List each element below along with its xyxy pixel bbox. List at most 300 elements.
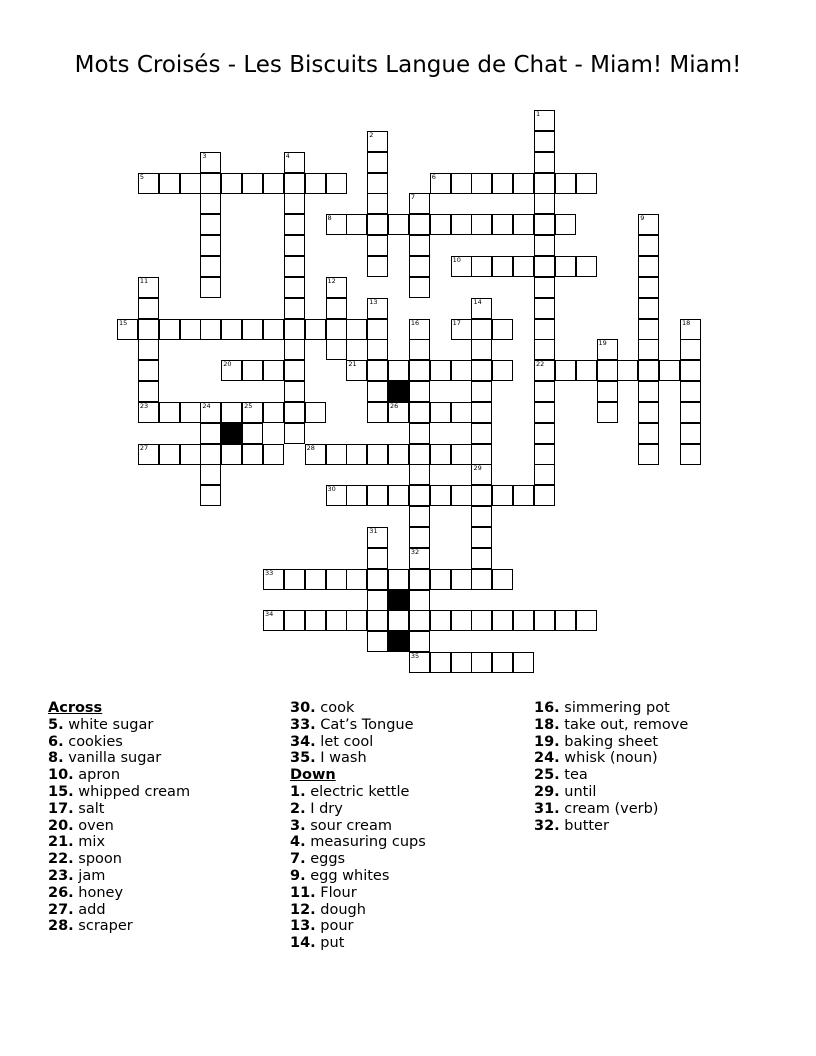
grid-cell[interactable]	[388, 402, 409, 423]
grid-cell[interactable]	[638, 235, 659, 256]
grid-cell[interactable]	[242, 444, 263, 465]
grid-cell[interactable]	[200, 402, 221, 423]
clue-number: 25	[244, 401, 253, 410]
grid-cell[interactable]	[263, 173, 284, 194]
grid-cell[interactable]	[200, 485, 221, 506]
grid-cell[interactable]	[138, 402, 159, 423]
grid-cell[interactable]	[680, 360, 701, 381]
grid-cell[interactable]	[284, 193, 305, 214]
grid-cell[interactable]	[388, 569, 409, 590]
grid-cell[interactable]	[492, 485, 513, 506]
grid-cell[interactable]	[409, 506, 430, 527]
grid-cell[interactable]	[367, 193, 388, 214]
grid-cell[interactable]	[159, 402, 180, 423]
grid-cell[interactable]	[513, 652, 534, 673]
grid-cell[interactable]	[555, 214, 576, 235]
grid-cell[interactable]	[659, 360, 680, 381]
grid-cell[interactable]	[597, 360, 618, 381]
grid-cell[interactable]	[492, 652, 513, 673]
grid-cell[interactable]	[471, 402, 492, 423]
grid-cell[interactable]	[221, 173, 242, 194]
grid-cell[interactable]	[555, 360, 576, 381]
grid-cell[interactable]	[305, 319, 326, 340]
grid-cell[interactable]	[617, 360, 638, 381]
grid-cell[interactable]	[242, 423, 263, 444]
clue-item	[290, 851, 426, 868]
grid-cell[interactable]	[409, 319, 430, 340]
clue-item-number: 4.	[290, 834, 306, 851]
grid-cell[interactable]	[284, 235, 305, 256]
clue-item-text: baking sheet	[559, 733, 659, 750]
clue-item-text: vanilla sugar	[63, 750, 162, 767]
grid-cell[interactable]	[326, 444, 347, 465]
grid-cell[interactable]	[492, 256, 513, 277]
grid-cell[interactable]	[138, 444, 159, 465]
grid-cell[interactable]	[159, 319, 180, 340]
grid-cell[interactable]	[409, 631, 430, 652]
clue-item-number: 7.	[290, 851, 306, 868]
grid-cell[interactable]	[555, 256, 576, 277]
grid-cell[interactable]	[284, 381, 305, 402]
grid-cell[interactable]	[200, 464, 221, 485]
clue-item-number: 11.	[290, 884, 316, 901]
grid-cell[interactable]	[159, 173, 180, 194]
grid-cell[interactable]	[409, 652, 430, 673]
grid-cell[interactable]	[263, 402, 284, 423]
grid-cell[interactable]	[409, 485, 430, 506]
grid-cell[interactable]	[576, 360, 597, 381]
grid-cell[interactable]	[534, 173, 555, 194]
clue-item	[48, 868, 190, 885]
grid-cell[interactable]	[263, 569, 284, 590]
grid-cell[interactable]	[138, 298, 159, 319]
grid-cell[interactable]	[242, 360, 263, 381]
clue-number: 15	[119, 318, 128, 327]
clue-item	[48, 717, 190, 734]
grid-cell[interactable]	[534, 131, 555, 152]
grid-cell[interactable]	[534, 610, 555, 631]
grid-cell[interactable]	[367, 548, 388, 569]
grid-cell[interactable]	[451, 360, 472, 381]
grid-cell[interactable]	[367, 235, 388, 256]
grid-cell[interactable]	[471, 214, 492, 235]
grid-cell[interactable]	[200, 235, 221, 256]
clue-item-number: 28.	[48, 918, 74, 935]
grid-cell[interactable]	[180, 173, 201, 194]
grid-cell[interactable]	[284, 339, 305, 360]
grid-cell[interactable]	[263, 319, 284, 340]
grid-cell[interactable]	[471, 610, 492, 631]
grid-cell[interactable]	[471, 652, 492, 673]
grid-cell[interactable]	[451, 319, 472, 340]
grid-cell[interactable]	[367, 214, 388, 235]
grid-cell[interactable]	[409, 590, 430, 611]
grid-cell[interactable]	[451, 214, 472, 235]
grid-cell[interactable]	[367, 339, 388, 360]
clue-item	[48, 801, 190, 818]
grid-cell[interactable]	[430, 402, 451, 423]
clue-item	[48, 784, 190, 801]
grid-cell[interactable]	[534, 110, 555, 131]
clue-item	[534, 717, 688, 734]
grid-cell[interactable]	[680, 423, 701, 444]
grid-cell[interactable]	[305, 569, 326, 590]
clue-number: 33	[264, 568, 274, 577]
grid-cell[interactable]	[576, 256, 597, 277]
grid-cell[interactable]	[367, 485, 388, 506]
clue-item-text: oven	[73, 817, 114, 834]
grid-cell[interactable]	[409, 548, 430, 569]
grid-cell[interactable]	[451, 173, 472, 194]
clue-number: 20	[223, 360, 232, 369]
grid-cell[interactable]	[326, 339, 347, 360]
grid-cell[interactable]	[284, 402, 305, 423]
grid-cell[interactable]	[388, 444, 409, 465]
grid-cell[interactable]	[305, 610, 326, 631]
grid-cell[interactable]	[471, 485, 492, 506]
grid-cell[interactable]	[534, 193, 555, 214]
grid-cell[interactable]	[305, 444, 326, 465]
grid-cell[interactable]	[284, 214, 305, 235]
grid-cell[interactable]	[492, 214, 513, 235]
grid-cell[interactable]	[471, 464, 492, 485]
clue-item-number: 14.	[290, 935, 316, 952]
clue-item-text: take out, remove	[559, 716, 689, 733]
grid-cell[interactable]	[430, 214, 451, 235]
grid-cell[interactable]	[305, 402, 326, 423]
grid-cell[interactable]	[346, 360, 367, 381]
grid-cell[interactable]	[471, 506, 492, 527]
grid-cell[interactable]	[492, 360, 513, 381]
clue-item-number: 13.	[290, 918, 316, 935]
grid-cell[interactable]	[638, 360, 659, 381]
grid-cell[interactable]	[638, 339, 659, 360]
grid-cell[interactable]	[180, 444, 201, 465]
grid-cell[interactable]	[346, 610, 367, 631]
grid-cell[interactable]	[221, 319, 242, 340]
grid-cell[interactable]	[180, 402, 201, 423]
grid-cell[interactable]	[326, 485, 347, 506]
grid-cell[interactable]	[513, 256, 534, 277]
clue-number: 16	[410, 318, 420, 327]
grid-cell[interactable]	[471, 256, 492, 277]
grid-cell[interactable]	[409, 256, 430, 277]
grid-cell[interactable]	[451, 569, 472, 590]
clue-item	[48, 767, 190, 784]
grid-cell[interactable]	[471, 298, 492, 319]
grid-cell[interactable]	[200, 423, 221, 444]
grid-cell[interactable]	[367, 381, 388, 402]
grid-cell[interactable]	[284, 277, 305, 298]
grid-cell[interactable]	[513, 173, 534, 194]
grid-cell[interactable]	[576, 173, 597, 194]
grid-cell[interactable]	[409, 381, 430, 402]
clue-item-number: 23.	[48, 867, 74, 884]
clue-item-number: 18.	[534, 716, 560, 733]
grid-cell[interactable]	[326, 298, 347, 319]
grid-cell[interactable]	[388, 360, 409, 381]
grid-cell[interactable]	[367, 152, 388, 173]
grid-cell[interactable]	[346, 485, 367, 506]
grid-cell[interactable]	[409, 444, 430, 465]
grid-cell[interactable]	[326, 610, 347, 631]
grid-cell[interactable]	[346, 444, 367, 465]
grid-cell[interactable]	[451, 402, 472, 423]
grid-cell[interactable]	[388, 214, 409, 235]
grid-cell[interactable]	[159, 444, 180, 465]
grid-cell[interactable]	[451, 652, 472, 673]
grid-cell[interactable]	[138, 173, 159, 194]
grid-cell[interactable]	[471, 381, 492, 402]
grid-cell[interactable]	[451, 256, 472, 277]
grid-cell[interactable]	[638, 423, 659, 444]
clue-item	[290, 818, 426, 835]
grid-cell[interactable]	[284, 319, 305, 340]
clue-item-text: Flour	[315, 884, 357, 901]
grid-cell[interactable]	[326, 569, 347, 590]
clue-column-2	[290, 700, 426, 952]
grid-cell[interactable]	[471, 548, 492, 569]
grid-cell[interactable]	[284, 256, 305, 277]
grid-cell[interactable]	[200, 152, 221, 173]
clue-number: 23	[139, 401, 149, 410]
grid-cell[interactable]	[221, 360, 242, 381]
grid-cell[interactable]	[534, 152, 555, 173]
clue-item-number: 15.	[48, 783, 74, 800]
grid-cell[interactable]	[326, 214, 347, 235]
grid-cell[interactable]	[534, 339, 555, 360]
grid-cell[interactable]	[534, 319, 555, 340]
grid-cell[interactable]	[638, 319, 659, 340]
grid-cell[interactable]	[367, 590, 388, 611]
clue-item	[534, 700, 688, 717]
grid-cell[interactable]	[471, 360, 492, 381]
clue-item-text: until	[559, 783, 597, 800]
grid-cell[interactable]	[638, 298, 659, 319]
grid-cell[interactable]	[200, 444, 221, 465]
grid-cell[interactable]	[367, 569, 388, 590]
grid-cell[interactable]	[513, 214, 534, 235]
grid-cell[interactable]	[638, 256, 659, 277]
grid-cell[interactable]	[409, 610, 430, 631]
grid-cell[interactable]	[534, 235, 555, 256]
grid-cell[interactable]	[346, 569, 367, 590]
grid-cell[interactable]	[242, 173, 263, 194]
grid-cell[interactable]	[680, 339, 701, 360]
grid-cell[interactable]	[284, 610, 305, 631]
grid-cell[interactable]	[409, 464, 430, 485]
clue-item-number: 32.	[534, 817, 560, 834]
grid-cell[interactable]	[263, 444, 284, 465]
grid-cell[interactable]	[451, 610, 472, 631]
grid-cell[interactable]	[534, 214, 555, 235]
grid-cell[interactable]	[367, 527, 388, 548]
grid-cell[interactable]	[138, 339, 159, 360]
grid-cell[interactable]	[409, 423, 430, 444]
grid-cell[interactable]	[638, 381, 659, 402]
grid-cell[interactable]	[576, 610, 597, 631]
clue-item	[290, 717, 426, 734]
grid-cell[interactable]	[430, 173, 451, 194]
grid-cell[interactable]	[534, 381, 555, 402]
grid-cell[interactable]	[284, 152, 305, 173]
clue-item-text: I wash	[315, 750, 367, 767]
grid-cell[interactable]	[180, 319, 201, 340]
grid-cell[interactable]	[597, 381, 618, 402]
grid-cell[interactable]	[555, 610, 576, 631]
grid-cell[interactable]	[367, 360, 388, 381]
grid-cell[interactable]	[492, 319, 513, 340]
grid-cell[interactable]	[326, 173, 347, 194]
grid-cell[interactable]	[263, 360, 284, 381]
grid-cell[interactable]	[534, 444, 555, 465]
grid-cell[interactable]	[680, 444, 701, 465]
grid-cell[interactable]	[430, 652, 451, 673]
clue-item-text: measuring cups	[305, 834, 426, 851]
grid-cell[interactable]	[680, 319, 701, 340]
clue-number: 8	[327, 214, 332, 223]
grid-cell[interactable]	[597, 402, 618, 423]
clue-item	[534, 734, 688, 751]
grid-cell[interactable]	[471, 423, 492, 444]
grid-cell[interactable]	[305, 173, 326, 194]
grid-cell[interactable]	[513, 485, 534, 506]
clue-item-text: whipped cream	[73, 783, 191, 800]
grid-cell[interactable]	[200, 256, 221, 277]
grid-cell[interactable]	[284, 173, 305, 194]
grid-cell[interactable]	[534, 256, 555, 277]
grid-cell[interactable]	[367, 298, 388, 319]
grid-cell[interactable]	[200, 193, 221, 214]
grid-cell[interactable]	[471, 527, 492, 548]
grid-cell[interactable]	[284, 423, 305, 444]
grid-cell[interactable]	[367, 631, 388, 652]
grid-cell[interactable]	[430, 360, 451, 381]
grid-cell[interactable]	[471, 173, 492, 194]
grid-cell[interactable]	[409, 235, 430, 256]
grid-cell[interactable]	[284, 298, 305, 319]
grid-cell[interactable]	[367, 319, 388, 340]
clue-item-number: 27.	[48, 901, 74, 918]
clue-item	[290, 918, 426, 935]
grid-cell[interactable]	[388, 610, 409, 631]
grid-cell[interactable]	[638, 214, 659, 235]
grid-cell[interactable]	[409, 193, 430, 214]
grid-cell[interactable]	[138, 360, 159, 381]
grid-cell[interactable]	[513, 610, 534, 631]
grid-cell[interactable]	[221, 402, 242, 423]
grid-cell[interactable]	[680, 381, 701, 402]
grid-cell[interactable]	[597, 339, 618, 360]
grid-cell[interactable]	[409, 339, 430, 360]
grid-cell[interactable]	[451, 444, 472, 465]
grid-cell[interactable]	[471, 569, 492, 590]
grid-cell[interactable]	[388, 485, 409, 506]
grid-cell[interactable]	[409, 214, 430, 235]
grid-cell[interactable]	[138, 319, 159, 340]
grid-cell[interactable]	[471, 339, 492, 360]
clue-number: 34	[264, 610, 274, 619]
clue-item	[48, 734, 190, 751]
clue-item-text: tea	[559, 767, 588, 784]
grid-cell[interactable]	[326, 277, 347, 298]
grid-cell[interactable]	[346, 214, 367, 235]
grid-cell[interactable]	[534, 464, 555, 485]
grid-cell[interactable]	[409, 402, 430, 423]
page-title: Mots Croisés - Les Biscuits Langue de Chat - Miam! Miam!	[74, 52, 742, 78]
grid-cell[interactable]	[430, 610, 451, 631]
grid-cell[interactable]	[367, 173, 388, 194]
grid-cell[interactable]	[200, 214, 221, 235]
clue-number: 32	[410, 547, 420, 556]
clue-item	[290, 902, 426, 919]
grid-cell[interactable]	[492, 569, 513, 590]
grid-cell[interactable]	[284, 569, 305, 590]
grid-cell[interactable]	[367, 444, 388, 465]
grid-cell[interactable]	[471, 319, 492, 340]
clue-item	[290, 885, 426, 902]
grid-cell[interactable]	[430, 569, 451, 590]
grid-cell[interactable]	[221, 444, 242, 465]
grid-cell[interactable]	[200, 319, 221, 340]
grid-cell[interactable]	[346, 319, 367, 340]
grid-cell[interactable]	[200, 173, 221, 194]
grid-cell[interactable]	[409, 277, 430, 298]
clue-item-number: 6.	[48, 733, 64, 750]
grid-cell[interactable]	[680, 402, 701, 423]
grid-cell[interactable]	[534, 277, 555, 298]
grid-cell[interactable]	[138, 381, 159, 402]
grid-cell[interactable]	[534, 360, 555, 381]
clue-number: 35	[410, 652, 420, 661]
grid-cell[interactable]	[492, 610, 513, 631]
clue-number: 12	[327, 276, 336, 285]
grid-cell[interactable]	[534, 402, 555, 423]
grid-cell[interactable]	[138, 277, 159, 298]
grid-cell[interactable]	[367, 610, 388, 631]
grid-cell[interactable]	[117, 319, 138, 340]
grid-cell[interactable]	[430, 444, 451, 465]
grid-cell[interactable]	[367, 131, 388, 152]
grid-cell[interactable]	[534, 485, 555, 506]
grid-cell[interactable]	[638, 444, 659, 465]
clue-item	[290, 935, 426, 952]
grid-cell[interactable]	[451, 485, 472, 506]
grid-cell[interactable]	[326, 319, 347, 340]
grid-cell[interactable]	[367, 256, 388, 277]
grid-cell[interactable]	[409, 527, 430, 548]
grid-cell[interactable]	[430, 485, 451, 506]
clue-item	[534, 801, 688, 818]
grid-cell[interactable]	[471, 444, 492, 465]
clue-item-number: 16.	[534, 700, 560, 716]
grid-cell[interactable]	[638, 402, 659, 423]
grid-cell[interactable]	[534, 423, 555, 444]
grid-cell[interactable]	[367, 402, 388, 423]
grid-cell[interactable]	[555, 173, 576, 194]
grid-cell[interactable]	[263, 610, 284, 631]
grid-cell[interactable]	[409, 360, 430, 381]
grid-cell[interactable]	[200, 277, 221, 298]
grid-cell[interactable]	[284, 360, 305, 381]
grid-cell[interactable]	[534, 298, 555, 319]
clue-item-text: jam	[73, 867, 106, 884]
grid-cell[interactable]	[492, 173, 513, 194]
grid-cell[interactable]	[638, 277, 659, 298]
grid-cell[interactable]	[242, 319, 263, 340]
grid-cell[interactable]	[242, 402, 263, 423]
grid-cell[interactable]	[409, 569, 430, 590]
